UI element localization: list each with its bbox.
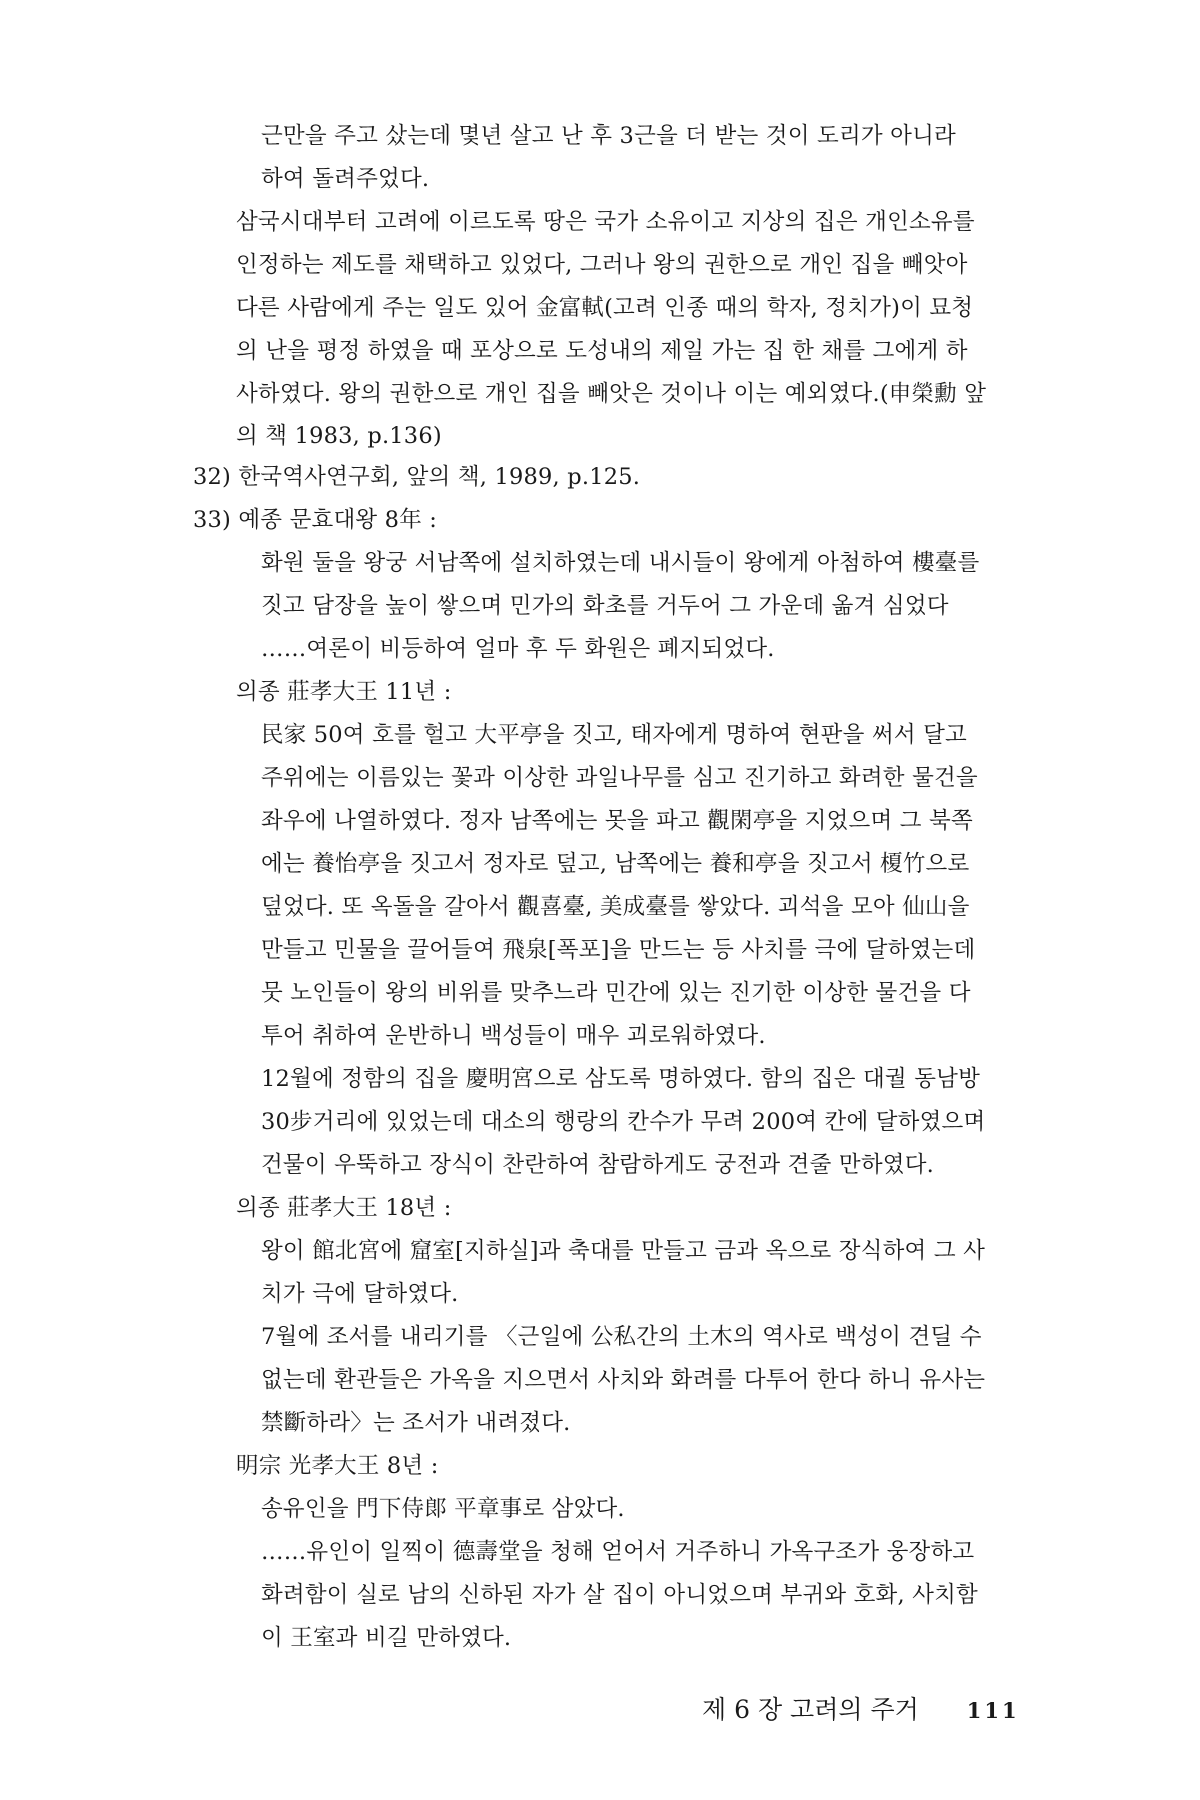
quote-line: 30步거리에 있었는데 대소의 행랑의 칸수가 무려 200여 칸에 달하였으며 (261, 1109, 986, 1135)
quote-line: 만들고 민물을 끌어들여 飛泉[폭포]을 만드는 등 사치를 극에 달하였는데 (261, 937, 976, 963)
quote-line: 투어 취하여 운반하니 백성들이 매우 괴로워하였다. (261, 1023, 766, 1049)
page-footer (702, 1690, 1020, 1731)
body-text-line: 삼국시대부터 고려에 이르도록 땅은 국가 소유이고 지상의 집은 개인소유를 (236, 209, 975, 235)
page-number: 111 (966, 1698, 1020, 1723)
body-text-line: 다른 사람에게 주는 일도 있어 金富軾(고려 인종 때의 학자, 정치가)이 묘청 (236, 295, 974, 321)
quote-line: 7월에 조서를 내리기를 〈근일에 公私간의 土木의 역사로 백성이 견딜 수 (261, 1324, 982, 1350)
footnote-33: 33) 예종 문효대왕 8年 : (193, 507, 438, 533)
body-text-line: 인정하는 제도를 채택하고 있었다, 그러나 왕의 권한으로 개인 집을 빼앗아 (236, 252, 968, 278)
body-text-line: 의 난을 평정 하였을 때 포상으로 도성내의 제일 가는 집 한 채를 그에게 하 (236, 338, 968, 364)
quote-line: 짓고 담장을 높이 쌓으며 민가의 화초를 거두어 그 가운데 옮겨 심었다 (261, 593, 949, 619)
quote-line: 禁斷하라〉는 조서가 내려졌다. (261, 1410, 571, 1436)
quote-line: 덮었다. 또 옥돌을 갈아서 觀喜臺, 美成臺를 쌓았다. 괴석을 모아 仙山을 (261, 894, 970, 920)
quote-line: 건물이 우뚝하고 장식이 찬란하여 참람하게도 궁전과 견줄 만하였다. (261, 1152, 934, 1178)
reign-heading: 明宗 光孝大王 8년 : (236, 1453, 439, 1479)
quote-line: 뭇 노인들이 왕의 비위를 맞추느라 민간에 있는 진기한 이상한 물건을 다 (261, 980, 971, 1006)
quote-line: 좌우에 나열하였다. 정자 남쪽에는 못을 파고 觀閑亭을 지었으며 그 북쪽 (261, 808, 973, 834)
quote-line: ……유인이 일찍이 德壽堂을 청해 얻어서 거주하니 가옥구조가 웅장하고 (261, 1539, 975, 1565)
body-text-line: 사하였다. 왕의 권한으로 개인 집을 빼앗은 것이나 이는 예외였다.(申榮勳 앞 (236, 381, 987, 407)
body-text-line: 근만을 주고 샀는데 몇년 살고 난 후 3근을 더 받는 것이 도리가 아니라 (261, 123, 956, 149)
body-text-line: 의 책 1983, p.136) (236, 423, 442, 449)
chapter-title: 제 6 장 고려의 주거 (702, 1695, 919, 1724)
quote-line: 화원 둘을 왕궁 서남쪽에 설치하였는데 내시들이 왕에게 아첨하여 樓臺를 (261, 550, 980, 576)
quote-line: 송유인을 門下侍郞 平章事로 삼았다. (261, 1496, 625, 1522)
quote-line: 없는데 환관들은 가옥을 지으면서 사치와 화려를 다투어 한다 하니 유사는 (261, 1367, 986, 1393)
quote-line: 12월에 정함의 집을 慶明宮으로 삼도록 명하였다. 함의 집은 대궐 동남방 (261, 1066, 981, 1092)
quote-line: 치가 극에 달하였다. (261, 1281, 459, 1307)
footnote-32: 32) 한국역사연구회, 앞의 책, 1989, p.125. (193, 464, 641, 490)
quote-line: 주위에는 이름있는 꽃과 이상한 과일나무를 심고 진기하고 화려한 물건을 (261, 765, 978, 791)
quote-line: 이 王室과 비길 만하였다. (261, 1625, 512, 1651)
quote-line: 民家 50여 호를 헐고 大平亭을 짓고, 태자에게 명하여 현판을 써서 달고 (261, 722, 967, 748)
reign-heading: 의종 莊孝大王 11년 : (236, 679, 452, 705)
quote-line: 화려함이 실로 남의 신하된 자가 살 집이 아니었으며 부귀와 호화, 사치함 (261, 1582, 978, 1608)
reign-heading: 의종 莊孝大王 18년 : (236, 1195, 452, 1221)
quote-line: 왕이 館北宮에 窟室[지하실]과 축대를 만들고 금과 옥으로 장식하여 그 사 (261, 1238, 986, 1264)
quote-line: 에는 養怡亭을 짓고서 정자로 덮고, 남쪽에는 養和亭을 짓고서 榎竹으로 (261, 851, 970, 877)
body-text-line: 하여 돌려주었다. (261, 166, 430, 192)
quote-line: ……여론이 비등하여 얼마 후 두 화원은 폐지되었다. (261, 636, 775, 662)
